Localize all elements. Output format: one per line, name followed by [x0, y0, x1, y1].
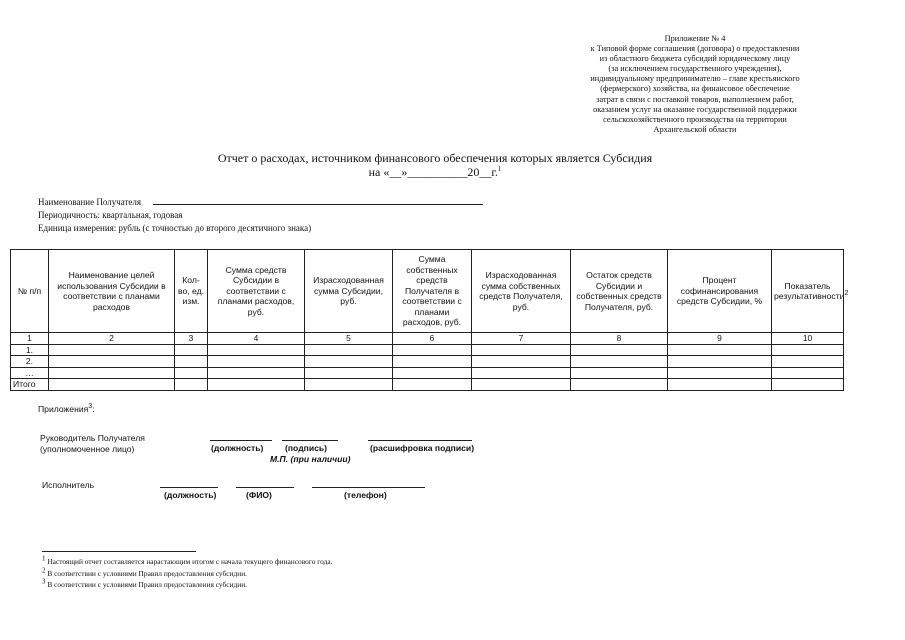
unit-of-measure: Единица измерения: рубль (с точностью до второго десятичного знака) [38, 223, 312, 233]
table-cell[interactable] [393, 356, 472, 368]
row-label: 1. [11, 344, 49, 356]
table-cell[interactable] [668, 344, 772, 356]
appendix-line: индивидуальному предпринимателю – главе крестьянского [590, 74, 800, 84]
table-header-row [11, 250, 844, 333]
table-cell[interactable] [472, 356, 571, 368]
table-row [11, 367, 844, 379]
executor-phone-caption: (телефон) [344, 490, 387, 500]
report-title-block [100, 151, 770, 179]
header-cell: № п/п [11, 250, 49, 333]
table-cell[interactable] [208, 379, 305, 391]
executor-name-line[interactable] [236, 487, 294, 488]
table-row [11, 344, 844, 356]
header-cell: Наименование целей использования Субсидии в соответствии с планами расходов [49, 250, 175, 333]
header-cell: Израсходованная сумма Субсидии, руб. [305, 250, 393, 333]
table-cell[interactable] [175, 379, 208, 391]
stamp-note: М.П. (при наличии) [270, 454, 351, 464]
total-row [11, 379, 844, 391]
appendix-line: затрат в связи с поставкой товаров, выполнением работ, [596, 94, 794, 104]
table-cell[interactable] [472, 379, 571, 391]
table-cell[interactable] [772, 344, 844, 356]
table-cell[interactable] [208, 367, 305, 379]
appendix-line: (за исключением государственного учреждения), [608, 64, 782, 74]
header-cell: Сумма средств Субсидии в соответствии с планами расходов, руб. [208, 250, 305, 333]
footnote-separator [42, 551, 196, 552]
appendix-line: сельскохозяйственного производства на территории [603, 114, 787, 124]
header-cell: Сумма собственных средств Получателя в соответствии с планами расходов, руб. [393, 250, 472, 333]
table-cell[interactable] [175, 356, 208, 368]
table-cell[interactable] [571, 344, 668, 356]
column-number: 2 [49, 333, 175, 345]
table-cell[interactable] [772, 367, 844, 379]
executor-label: Исполнитель [42, 480, 95, 490]
recipient-field-line [153, 204, 483, 205]
footnote: $^1$ Настоящий отчет составляется нарастающим итогом с начала текущего финансового года. [42, 554, 333, 566]
table-cell[interactable] [668, 367, 772, 379]
appendix-line: к Типовой форме соглашения (договора) о предоставлении [590, 44, 800, 54]
decoding-line[interactable] [368, 440, 472, 441]
footnote: $^2$ В соответствии с условиями Правил предоставления субсидии. [42, 566, 248, 578]
row-label: 2. [11, 356, 49, 368]
header-cell: Процент софинансирования средств Субсидии, % [668, 250, 772, 333]
appendix-line: (фермерского) хозяйства, на финансовое обеспечение [600, 84, 790, 94]
executor-name-caption: (ФИО) [246, 490, 272, 500]
executor-phone-line[interactable] [312, 487, 425, 488]
column-number: 9 [668, 333, 772, 345]
header-cell-last: Показатель результативности$^2$ [772, 250, 844, 333]
table-row [11, 356, 844, 368]
table-cell[interactable] [305, 367, 393, 379]
appendix-header [560, 34, 830, 135]
executor-position-line[interactable] [160, 487, 218, 488]
recipient-label: Наименование Получателя [38, 197, 142, 207]
appendix-line: оказанием услуг на оказание государственной поддержки [593, 104, 797, 114]
table-cell[interactable] [393, 367, 472, 379]
total-label: Итого [11, 379, 49, 391]
head-title: Руководитель Получателя [40, 433, 145, 443]
table-cell[interactable] [175, 344, 208, 356]
signature-caption: (подпись) [285, 443, 328, 453]
header-cell: Израсходованная сумма собственных средств Получателя, руб. [472, 250, 571, 333]
footnote-ref: 3 [88, 403, 93, 411]
column-number: 6 [393, 333, 472, 345]
column-number: 5 [305, 333, 393, 345]
table-cell[interactable] [49, 367, 175, 379]
table-cell[interactable] [175, 367, 208, 379]
table-cell[interactable] [393, 379, 472, 391]
column-number: 7 [472, 333, 571, 345]
appendix-line: из областного бюджета субсидий юридическому лицу [599, 54, 791, 64]
table-cell[interactable] [668, 356, 772, 368]
column-number: 10 [772, 333, 844, 345]
head-subtitle: (уполномоченное лицо) [40, 444, 135, 454]
table-cell[interactable] [208, 356, 305, 368]
table-cell[interactable] [571, 379, 668, 391]
table-cell[interactable] [393, 344, 472, 356]
header-cell: Кол-во, ед. изм. [175, 250, 208, 333]
table-cell[interactable] [571, 367, 668, 379]
footnote-ref: 1 [497, 165, 502, 173]
position-line[interactable] [210, 440, 272, 441]
recipient-row [38, 197, 483, 207]
column-number: 3 [175, 333, 208, 345]
report-table [10, 249, 849, 391]
row-label: … [11, 367, 49, 379]
table-cell[interactable] [305, 356, 393, 368]
table-cell[interactable] [49, 379, 175, 391]
table-cell[interactable] [571, 356, 668, 368]
table-cell[interactable] [472, 344, 571, 356]
column-number: 1 [11, 333, 49, 345]
table-cell[interactable] [49, 356, 175, 368]
position-caption: (должность) [211, 443, 264, 453]
appendix-line: Приложение № 4 [664, 34, 726, 43]
column-number: 4 [208, 333, 305, 345]
table-cell[interactable] [49, 344, 175, 356]
periodicity: Периодичность: квартальная, годовая [38, 210, 183, 220]
report-title: Отчет о расходах, источником финансового обеспечения которых является Субсидия [217, 151, 653, 165]
attachments-label: Приложения$^3$: [38, 403, 95, 414]
decoding-caption: (расшифровка подписи) [370, 443, 475, 453]
table-cell[interactable] [772, 356, 844, 368]
footnote-ref: 2 [844, 290, 849, 298]
table-cell[interactable] [305, 379, 393, 391]
table-cell[interactable] [305, 344, 393, 356]
footnote: $^3$ В соответствии с условиями Правил предоставления субсидии. [42, 577, 248, 589]
table-cell[interactable] [668, 379, 772, 391]
table-cell[interactable] [208, 344, 305, 356]
signature-line[interactable] [282, 440, 338, 441]
appendix-line: Архангельской области [653, 124, 737, 134]
table-cell[interactable] [472, 367, 571, 379]
header-cell: Остаток средств Субсидии и собственных средств Получателя, руб. [571, 250, 668, 333]
executor-position-caption: (должность) [164, 490, 217, 500]
column-number-row [11, 333, 844, 345]
column-number: 8 [571, 333, 668, 345]
report-date-line: на «__»__________20__г.$^1$ [368, 165, 502, 179]
table-cell[interactable] [772, 379, 844, 391]
